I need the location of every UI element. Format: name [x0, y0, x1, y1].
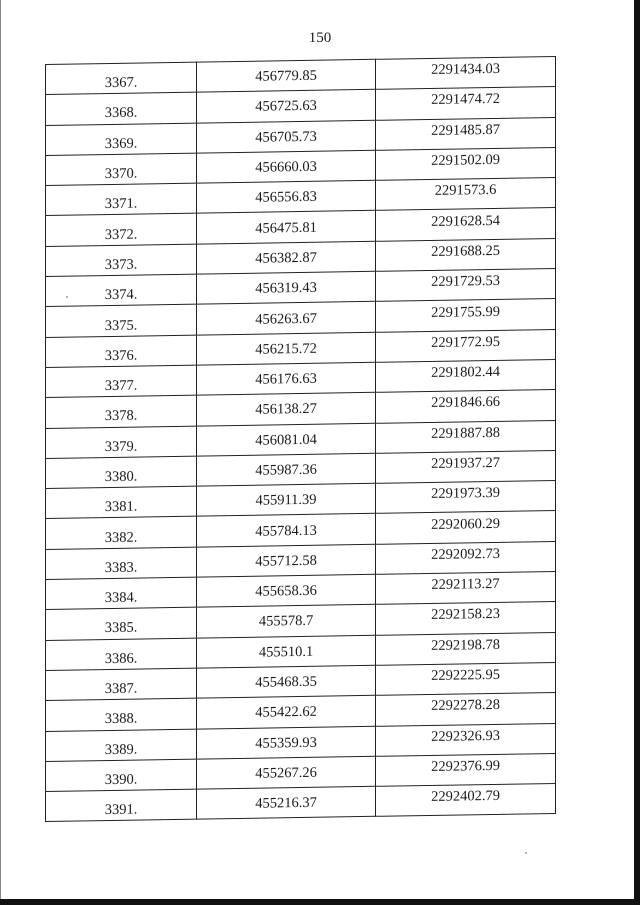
- point-number-cell: [46, 183, 197, 216]
- y-coordinate-cell: [376, 178, 556, 211]
- point-number-text: 3374.: [104, 286, 138, 304]
- coordinates-table-wrapper: [45, 56, 552, 822]
- point-number-text: 3372.: [104, 226, 138, 243]
- point-number-cell: [46, 274, 197, 307]
- point-number-text: 3367.: [104, 74, 138, 92]
- x-coordinate-text: 456263.67: [255, 310, 317, 328]
- point-number-cell: [46, 153, 197, 186]
- x-coordinate-cell: [197, 786, 376, 819]
- x-coordinate-cell: [197, 423, 376, 456]
- y-coordinate-text: 2292402.79: [431, 788, 500, 806]
- x-coordinate-cell: [197, 665, 376, 698]
- point-number-cell: [46, 456, 197, 489]
- y-coordinate-text: 2291573.6: [434, 182, 497, 200]
- y-coordinate-cell: [376, 269, 556, 302]
- scan-speck: [66, 296, 68, 298]
- x-coordinate-text: 456475.81: [255, 219, 317, 237]
- point-number-cell: [46, 668, 197, 701]
- x-coordinate-text: 456081.04: [255, 431, 317, 449]
- y-coordinate-text: 2291502.09: [431, 151, 500, 169]
- x-coordinate-text: 455712.58: [255, 552, 317, 570]
- y-coordinate-cell: [376, 87, 556, 120]
- point-number-text: 3385.: [104, 620, 138, 637]
- y-coordinate-cell: [376, 329, 556, 362]
- y-coordinate-cell: [376, 238, 556, 271]
- x-coordinate-cell: [197, 180, 376, 213]
- y-coordinate-text: 2291755.99: [431, 303, 500, 321]
- point-number-cell: [46, 517, 197, 550]
- x-coordinate-cell: [197, 241, 376, 274]
- y-coordinate-text: 2291434.03: [431, 60, 500, 79]
- y-coordinate-cell: [376, 632, 556, 665]
- x-coordinate-text: 455510.1: [258, 643, 314, 661]
- x-coordinate-cell: [197, 605, 376, 638]
- y-coordinate-cell: [376, 602, 556, 635]
- y-coordinate-cell: [376, 481, 556, 514]
- x-coordinate-cell: [197, 120, 376, 153]
- y-coordinate-text: 2292326.93: [431, 727, 500, 745]
- x-coordinate-text: 455911.39: [255, 492, 317, 509]
- y-coordinate-cell: [376, 753, 556, 786]
- x-coordinate-cell: [197, 211, 376, 244]
- point-number-cell: [46, 426, 197, 459]
- point-number-cell: [46, 547, 197, 580]
- x-coordinate-text: 456779.85: [255, 67, 317, 85]
- y-coordinate-text: 2291887.88: [431, 424, 500, 442]
- x-coordinate-cell: [197, 635, 376, 668]
- point-number-text: 3381.: [104, 498, 138, 516]
- x-coordinate-text: 456705.73: [255, 128, 317, 146]
- y-coordinate-text: 2292278.28: [431, 697, 500, 715]
- point-number-cell: [46, 789, 197, 822]
- point-number-cell: [46, 304, 197, 337]
- point-number-text: 3370.: [104, 165, 138, 183]
- y-coordinate-cell: [376, 299, 556, 332]
- x-coordinate-cell: [197, 90, 376, 123]
- y-coordinate-text: 2291729.53: [431, 273, 500, 291]
- point-number-text: 3387.: [104, 680, 138, 698]
- x-coordinate-cell: [197, 271, 376, 304]
- point-number-cell: [46, 577, 197, 610]
- y-coordinate-cell: [376, 56, 556, 89]
- point-number-cell: [46, 638, 197, 671]
- x-coordinate-text: 456725.63: [255, 98, 317, 116]
- point-number-cell: [46, 698, 197, 731]
- y-coordinate-text: 2291485.87: [431, 121, 500, 139]
- scan-border-right: [634, 0, 640, 905]
- scan-border-bottom: [0, 899, 640, 905]
- y-coordinate-text: 2291802.44: [431, 363, 500, 382]
- y-coordinate-text: 2292225.95: [431, 666, 500, 685]
- x-coordinate-text: 455468.35: [255, 673, 317, 691]
- y-coordinate-text: 2292113.27: [431, 576, 500, 594]
- point-number-text: 3378.: [104, 407, 138, 425]
- y-coordinate-text: 2291688.25: [431, 242, 500, 260]
- x-coordinate-cell: [197, 59, 376, 92]
- x-coordinate-text: 455784.13: [255, 522, 317, 540]
- point-number-cell: [46, 123, 197, 156]
- x-coordinate-text: 456138.27: [255, 401, 317, 419]
- y-coordinate-text: 2292158.23: [431, 606, 500, 624]
- point-number-text: 3380.: [104, 468, 138, 486]
- coordinates-table-body: [46, 56, 556, 821]
- x-coordinate-text: 455578.7: [258, 613, 314, 631]
- point-number-cell: [46, 62, 197, 95]
- x-coordinate-cell: [197, 332, 376, 365]
- x-coordinate-text: 455267.26: [255, 764, 317, 782]
- x-coordinate-text: 456319.43: [255, 279, 317, 297]
- x-coordinate-cell: [197, 696, 376, 729]
- y-coordinate-text: 2291973.39: [431, 485, 500, 503]
- y-coordinate-cell: [376, 117, 556, 150]
- x-coordinate-text: 455359.93: [255, 734, 317, 752]
- point-number-text: 3375.: [104, 317, 138, 334]
- y-coordinate-cell: [376, 359, 556, 392]
- point-number-text: 3390.: [104, 771, 138, 789]
- page-number: 150: [308, 30, 332, 46]
- x-coordinate-cell: [197, 756, 376, 789]
- y-coordinate-cell: [376, 208, 556, 241]
- point-number-text: 3377.: [104, 377, 138, 395]
- x-coordinate-text: 455987.36: [255, 461, 317, 479]
- x-coordinate-cell: [197, 514, 376, 547]
- point-number-text: 3383.: [104, 559, 138, 576]
- y-coordinate-cell: [376, 147, 556, 180]
- y-coordinate-cell: [376, 572, 556, 605]
- point-number-cell: [46, 365, 197, 398]
- y-coordinate-cell: [376, 511, 556, 544]
- point-number-cell: [46, 395, 197, 428]
- x-coordinate-cell: [197, 302, 376, 335]
- point-number-cell: [46, 92, 197, 125]
- y-coordinate-text: 2292198.78: [431, 636, 500, 654]
- point-number-text: 3376.: [104, 347, 138, 364]
- y-coordinate-cell: [376, 662, 556, 695]
- point-number-text: 3371.: [104, 195, 138, 213]
- point-number-text: 3369.: [104, 135, 138, 152]
- point-number-cell: [46, 244, 197, 277]
- y-coordinate-text: 2291474.72: [431, 91, 500, 109]
- point-number-cell: [46, 729, 197, 762]
- x-coordinate-text: 455658.36: [255, 582, 317, 600]
- x-coordinate-text: 456215.72: [255, 340, 317, 358]
- point-number-text: 3373.: [104, 256, 138, 273]
- scan-speck: [525, 852, 527, 854]
- x-coordinate-text: 456556.83: [255, 189, 317, 207]
- point-number-cell: [46, 607, 197, 640]
- point-number-cell: [46, 486, 197, 519]
- x-coordinate-cell: [197, 393, 376, 426]
- y-coordinate-text: 2291937.27: [431, 454, 500, 472]
- x-coordinate-text: 456660.03: [255, 158, 317, 176]
- y-coordinate-text: 2291628.54: [431, 212, 500, 230]
- y-coordinate-cell: [376, 541, 556, 574]
- y-coordinate-cell: [376, 693, 556, 726]
- x-coordinate-text: 455216.37: [255, 794, 317, 812]
- y-coordinate-cell: [376, 420, 556, 453]
- x-coordinate-cell: [197, 362, 376, 395]
- y-coordinate-cell: [376, 723, 556, 756]
- x-coordinate-cell: [197, 453, 376, 486]
- point-number-text: 3384.: [104, 589, 138, 607]
- x-coordinate-cell: [197, 483, 376, 516]
- point-number-text: 3389.: [104, 741, 138, 758]
- y-coordinate-cell: [376, 390, 556, 423]
- x-coordinate-cell: [197, 726, 376, 759]
- x-coordinate-text: 456176.63: [255, 370, 317, 388]
- y-coordinate-text: 2291772.95: [431, 333, 500, 351]
- y-coordinate-text: 2292376.99: [431, 757, 500, 775]
- point-number-cell: [46, 335, 197, 368]
- point-number-text: 3386.: [104, 650, 138, 667]
- y-coordinate-cell: [376, 450, 556, 483]
- point-number-cell: [46, 214, 197, 247]
- coordinates-table: [45, 56, 556, 822]
- x-coordinate-text: 455422.62: [255, 704, 317, 722]
- point-number-text: 3382.: [104, 529, 138, 546]
- y-coordinate-text: 2292060.29: [431, 515, 500, 533]
- point-number-text: 3391.: [104, 801, 138, 819]
- y-coordinate-text: 2291846.66: [431, 394, 500, 412]
- point-number-cell: [46, 759, 197, 792]
- y-coordinate-text: 2292092.73: [431, 545, 500, 563]
- scan-edge-left: [0, 0, 1, 905]
- point-number-text: 3388.: [104, 710, 138, 728]
- point-number-text: 3368.: [104, 104, 138, 122]
- x-coordinate-cell: [197, 150, 376, 183]
- x-coordinate-cell: [197, 544, 376, 577]
- point-number-text: 3379.: [104, 438, 138, 455]
- x-coordinate-text: 456382.87: [255, 249, 317, 267]
- y-coordinate-cell: [376, 784, 556, 817]
- x-coordinate-cell: [197, 574, 376, 607]
